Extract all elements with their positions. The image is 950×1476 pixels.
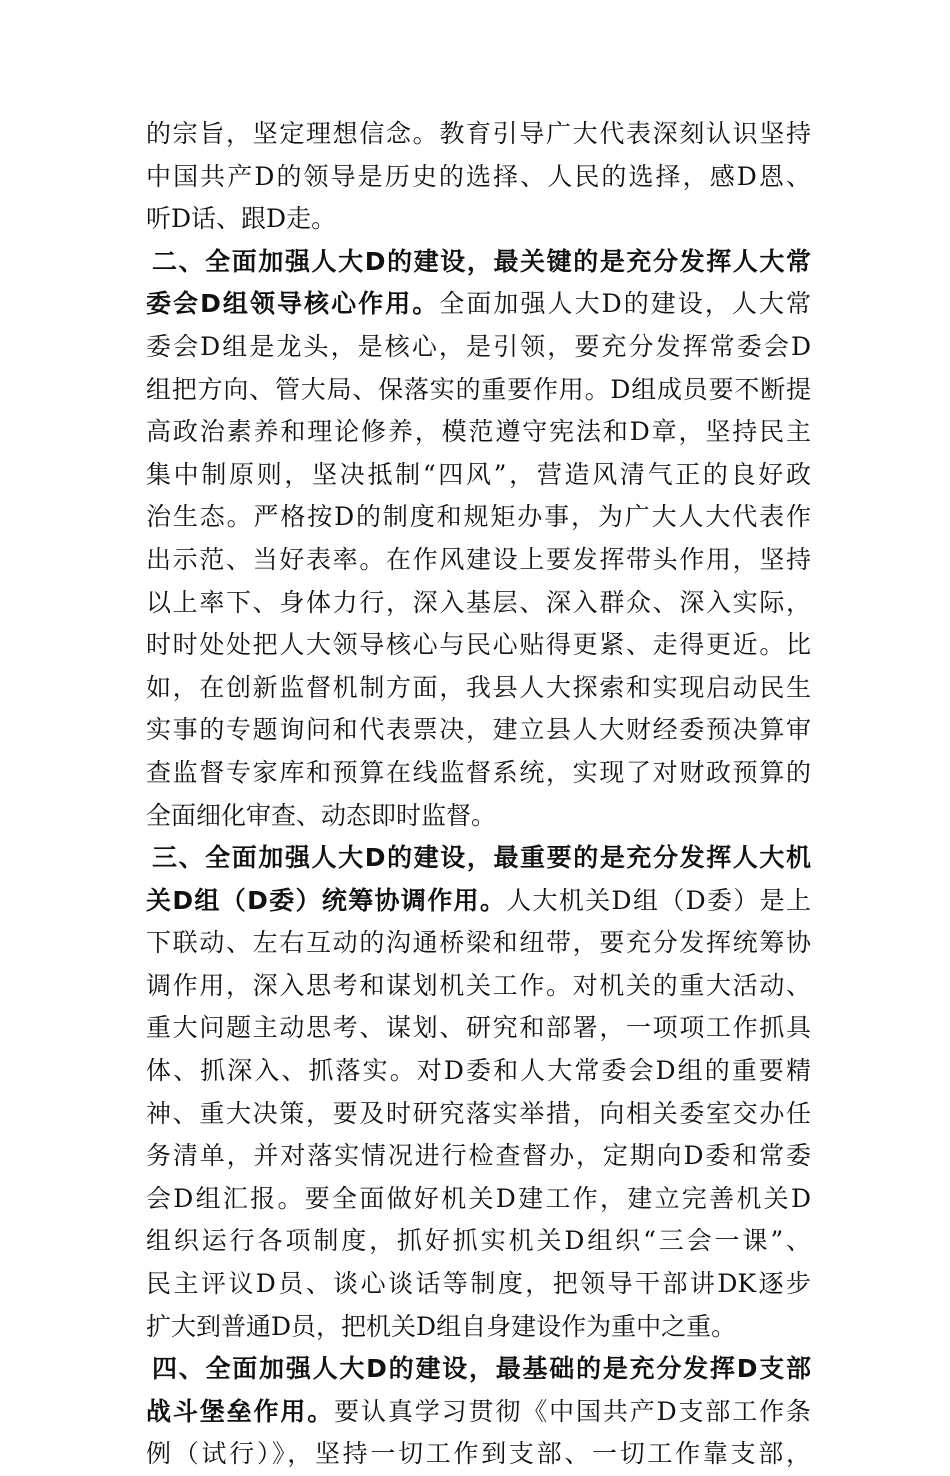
text-line: 实事的专题询问和代表票决，建立县人大财经委预决算审 xyxy=(146,715,811,745)
text-line xyxy=(146,1391,811,1434)
text-line: 民主评议D员、谈心谈话等制度，把领导干部讲DK逐步 xyxy=(146,1269,811,1299)
section-heading: 四、全面加强人大D的建设，最基础的是充分发挥D支部 xyxy=(152,1354,811,1384)
text-line: 例（试行）》，坚持一切工作到支部、一切工作靠支部， xyxy=(146,1439,811,1469)
section-heading: 二、全面加强人大D的建设，最关键的是充分发挥人大常 xyxy=(152,246,811,276)
text-line xyxy=(146,880,811,923)
text-line: 出示范、当好表率。在作风建设上要发挥带头作用，坚持 xyxy=(146,544,811,574)
text-line: 组织运行各项制度，抓好抓实机关D组织“三会一课”、 xyxy=(146,1226,811,1256)
text-line: 调作用，深入思考和谋划机关工作。对机关的重大活动、 xyxy=(146,970,811,1000)
text-line: 查监督专家库和预算在线监督系统，实现了对财政预算的 xyxy=(146,757,811,787)
text-line: 治生态。严格按D的制度和规矩办事，为广大人大代表作 xyxy=(146,502,811,532)
text-line: 中国共产D的领导是历史的选择、人民的选择，感D恩、 xyxy=(146,161,811,191)
text-line: 如，在创新监督机制方面，我县人大探索和实现启动民生 xyxy=(146,672,811,702)
section-heading-tail: 战斗堡垒作用。 xyxy=(146,1396,335,1426)
text-line: 务清单，并对落实情况进行检查督办，定期向D委和常委 xyxy=(146,1141,811,1171)
text-line xyxy=(146,283,811,326)
text-line: 扩大到普通D员，把机关D组自身建设作为重中之重。 xyxy=(146,1311,737,1341)
text-line: 重大问题主动思考、谋划、研究和部署，一项项工作抓具 xyxy=(146,1013,811,1043)
text-line: 高政治素养和理论修养，模范遵守宪法和D章，坚持民主 xyxy=(146,417,811,447)
section-heading-tail: 关D组（D委）统筹协调作用。 xyxy=(146,885,507,915)
document-page xyxy=(146,113,811,1476)
section-heading: 三、全面加强人大D的建设，最重要的是充分发挥人大机 xyxy=(152,843,811,873)
text-line: 时时处处把人大领导核心与民心贴得更紧、走得更近。比 xyxy=(146,630,811,660)
text-line: 体、抓深入、抓落实。对D委和人大常委会D组的重要精 xyxy=(146,1056,811,1086)
text-line: 的宗旨，坚定理想信念。教育引导广大代表深刻认识坚持 xyxy=(146,119,811,148)
text-line: 全面细化审查、动态即时监督。 xyxy=(146,800,497,830)
text-line: 集中制原则，坚决抵制“四风”，营造风清气正的良好政 xyxy=(146,459,811,489)
text-line: 听D话、跟D走。 xyxy=(146,204,337,234)
text-line: 组把方向、管大局、保落实的重要作用。D组成员要不断提 xyxy=(146,374,811,404)
text-line: 会D组汇报。要全面做好机关D建工作，建立完善机关D xyxy=(146,1183,811,1213)
text-line: 以上率下、身体力行，深入基层、深入群众、深入实际， xyxy=(146,587,811,617)
text-line: 委会D组是龙头，是核心，是引领，要充分发挥常委会D xyxy=(146,331,811,361)
text-line: 下联动、左右互动的沟通桥梁和纽带，要充分发挥统筹协 xyxy=(146,928,811,958)
text-run: 全面加强人大D的建设，人大常 xyxy=(439,289,812,319)
text-line: 神、重大决策，要及时研究落实举措，向相关委室交办任 xyxy=(146,1098,811,1128)
text-run: 要认真学习贯彻《中国共产D支部工作条 xyxy=(334,1396,811,1426)
section-heading-tail: 委会D组领导核心作用。 xyxy=(146,289,440,319)
text-run: 人大机关D组（D委）是上 xyxy=(506,885,811,915)
